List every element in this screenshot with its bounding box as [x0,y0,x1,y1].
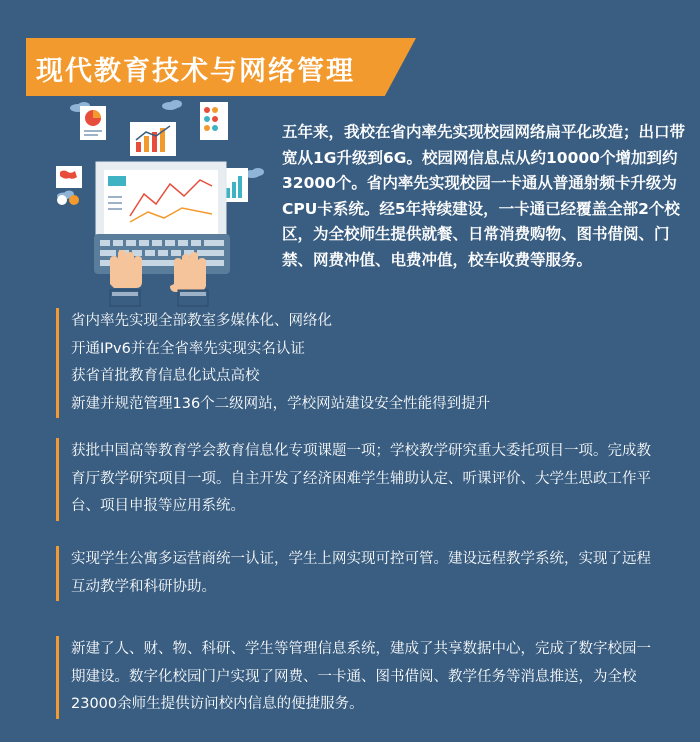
list-item: 获省首批教育信息化试点高校 [71,368,260,384]
achievement-list [56,308,691,418]
list-item: 开通IPv6并在全省率先实现实名认证 [71,340,305,357]
paragraph-text: 获批中国高等教育学会教育信息化专项课题一项；学校教学研究重大委托项目一项。完成教育厅教学研究项目一项。自主开发了经济困难学生辅助认定、听课评价、大学生思政工作平台、项目申报等应用系统。 [71,443,651,514]
paragraph-research [56,438,651,521]
computer-keyboard-hands-icon [52,96,274,311]
paragraph-network [56,546,651,601]
paragraph-text: 实现学生公寓多运营商统一认证，学生上网实现可控可管。建设远程教学系统，实现了远程互动教学和科研协助。 [71,551,651,595]
paragraph-digital-campus [56,636,651,719]
paragraph-text: 新建了人、财、物、科研、学生等管理信息系统，建成了共享数据中心，完成了数字校园一期建设。数字化校园门户实现了网费、一卡通、图书借阅、教学任务等消息推送，为全校23000余师生提供访问校内信息的便捷服务。 [71,641,651,712]
list-item: 省内率先实现全部教室多媒体化、网络化 [71,313,332,329]
intro-text: 五年来，我校在省内率先实现校园网络扁平化改造；出口带宽从1G升级到6G。校园网信息点从约10000个增加到约32000个。省内率先实现校园一卡通从普通射频卡升级为CPU卡系统。经5年持续建设，一卡通已经覆盖全部2个校区，为全校师生提供就餐、日常消费购物、图书借阅、门禁、网费冲值、电费冲值，校车收费等服务。 [282,123,686,269]
list-item: 新建并规范管理136个二级网站，学校网站建设安全性能得到提升 [71,395,491,412]
page-title: 现代教育技术与网络管理 [36,56,355,87]
